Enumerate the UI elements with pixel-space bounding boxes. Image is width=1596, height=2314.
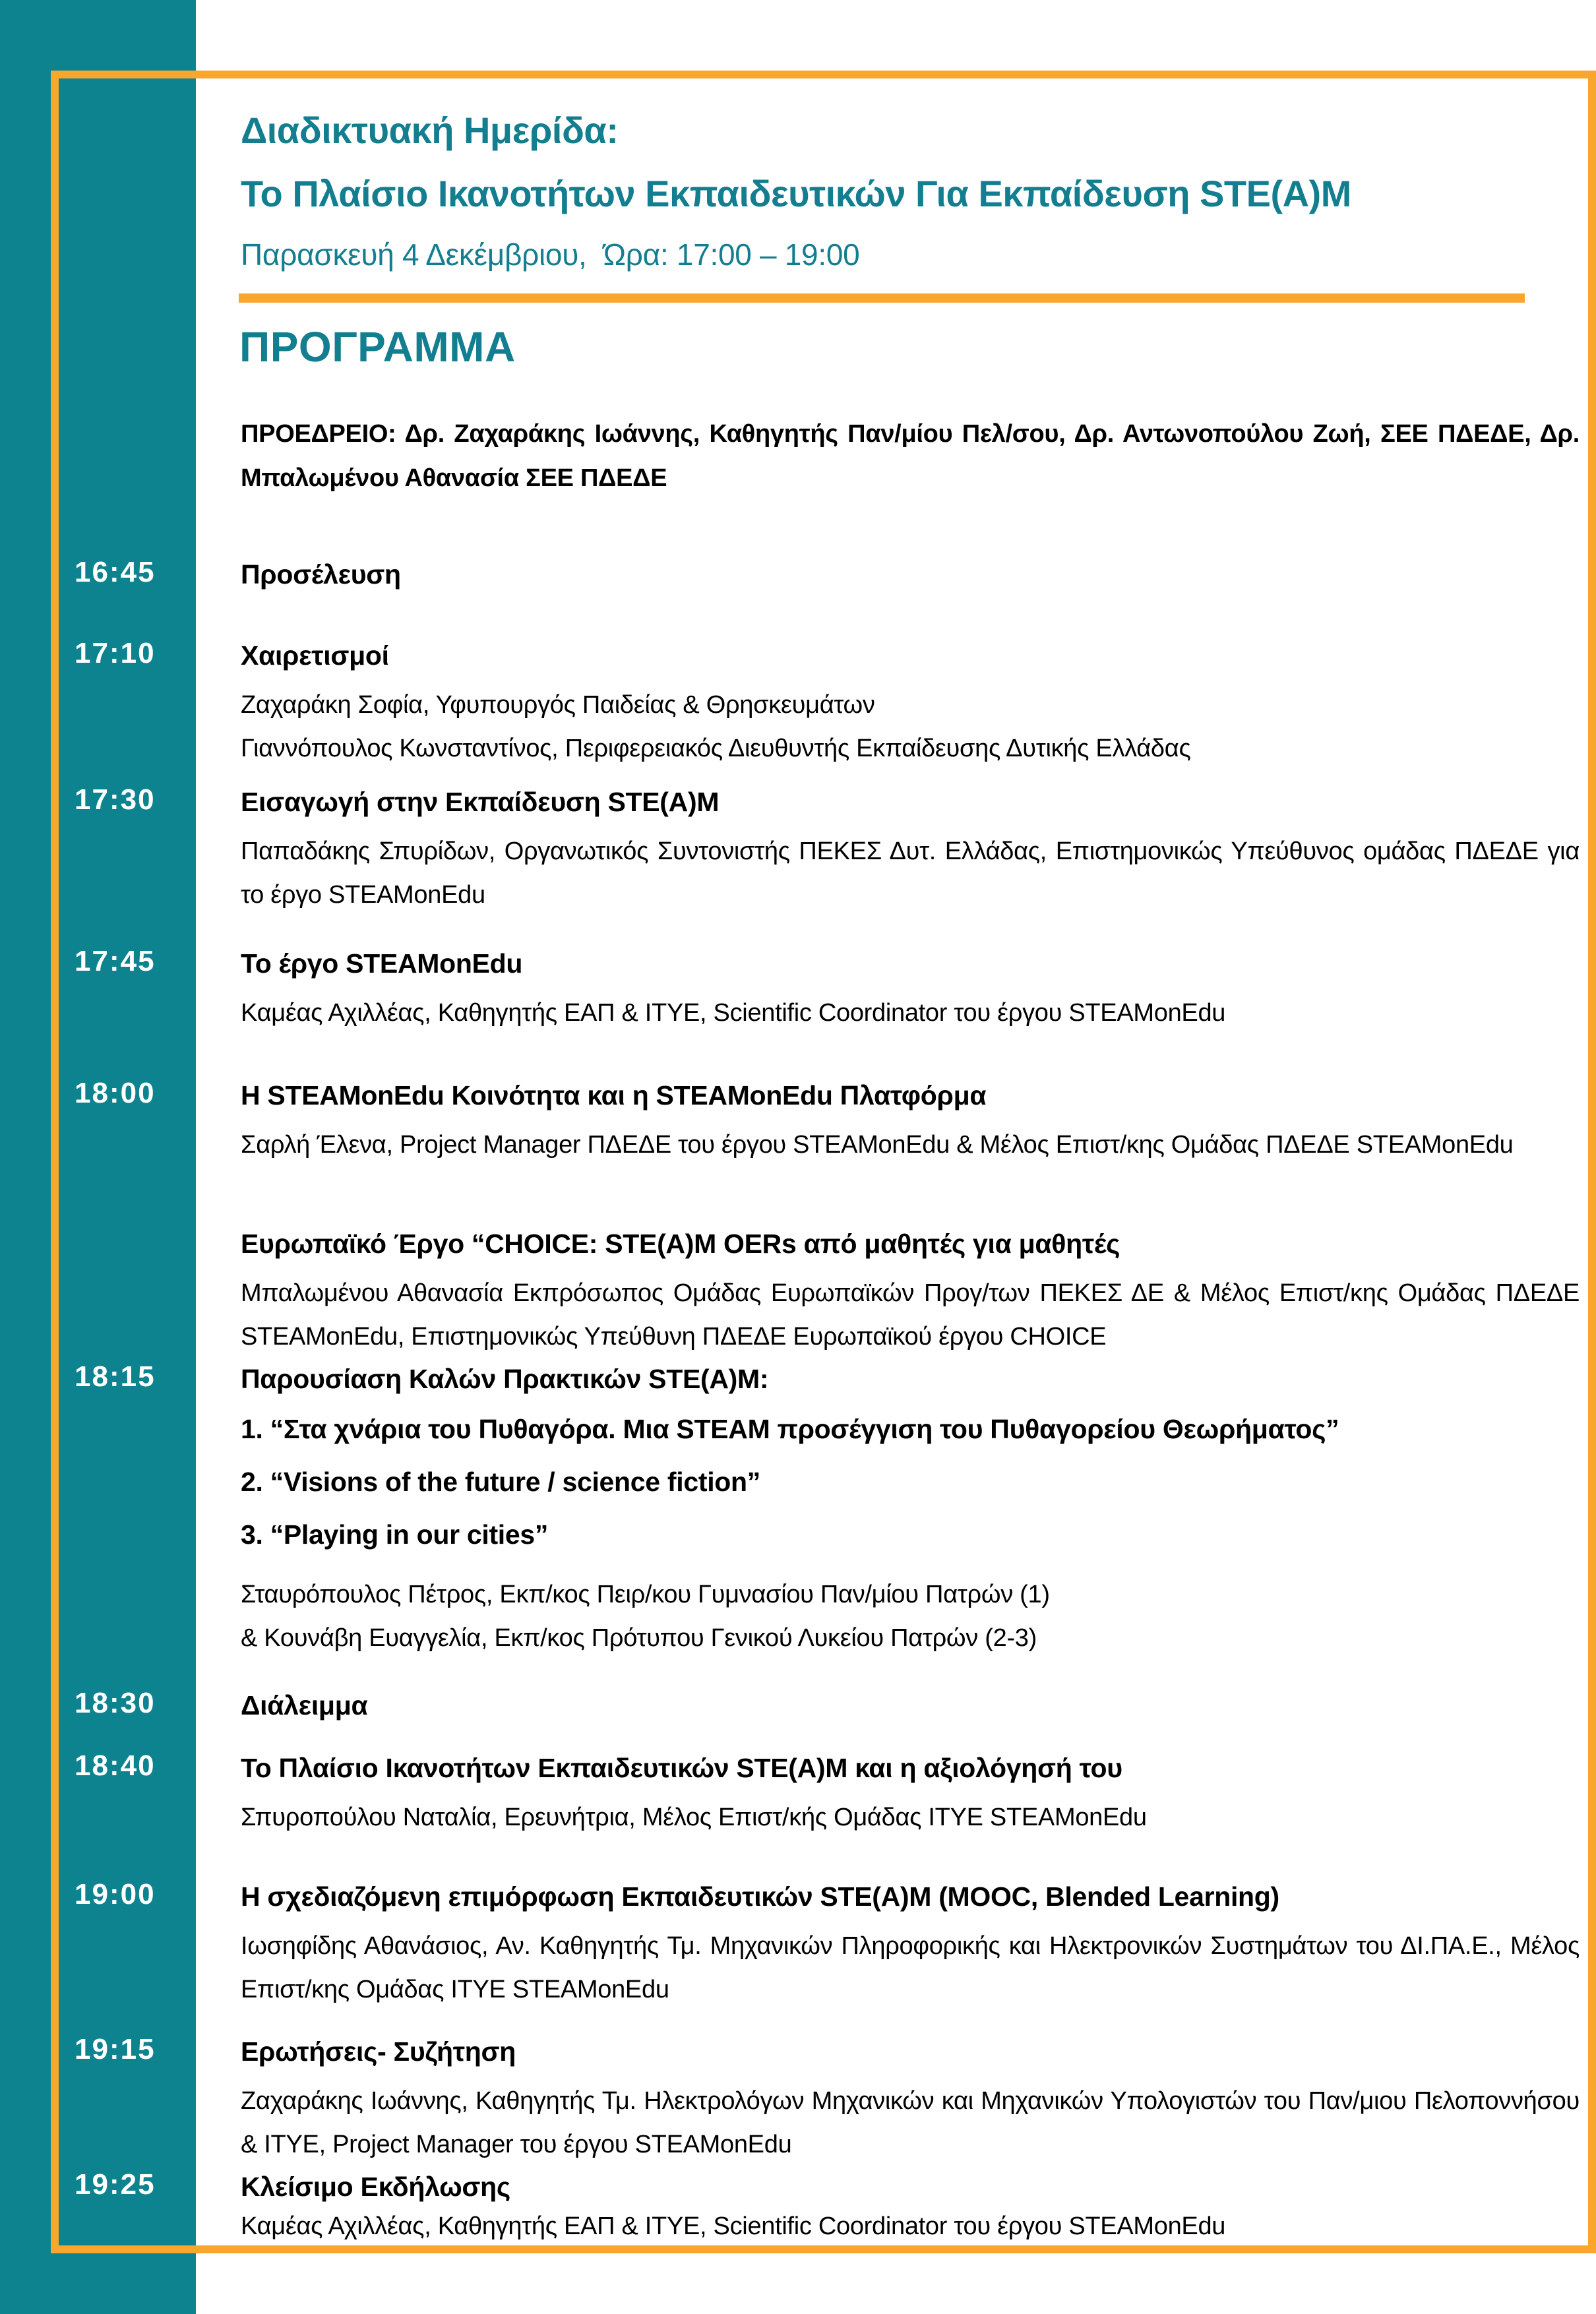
session-speakers: Καμέας Αχιλλέας, Καθηγητής ΕΑΠ & ΙΤΥΕ, Scientific Coordinator του έργου STEAMonEdu bbox=[241, 2212, 1226, 2240]
session-title: Διάλειμμα bbox=[241, 1690, 368, 1720]
session-title: Ερωτήσεις- Συζήτηση bbox=[241, 2036, 516, 2067]
orange-divider-rule bbox=[239, 293, 1525, 303]
practice-item-1: 1. “Στα χνάρια του Πυθαγόρα. Μια STEAM προσέγγιση του Πυθαγορείου Θεωρήματος” bbox=[241, 1414, 1339, 1444]
event-date-time: Παρασκευή 4 Δεκέμβριου, Ώρα: 17:00 – 19:00 bbox=[241, 237, 860, 272]
time-label: 17:45 bbox=[75, 945, 156, 977]
practice-item-2: 2. “Visions of the future / science fiction” bbox=[241, 1467, 760, 1497]
time-label: 17:30 bbox=[75, 783, 156, 816]
session-title: Ευρωπαϊκό Έργο “CHOICE: STE(A)M OERs από μαθητές για μαθητές bbox=[241, 1229, 1120, 1259]
session-title: Προσέλευση bbox=[241, 559, 401, 590]
session-speakers: Ζαχαράκης Ιωάννης, Καθηγητής Τμ. Ηλεκτρολόγων Μηχανικών και Μηχανικών Υπολογιστών του Παν/μιου Πελοποννήσου & ΙΤΥΕ, Project Manager του έργου STEAMonEdu bbox=[241, 2087, 1580, 2158]
chairs-paragraph: ΠΡΟΕΔΡΕΙΟ: Δρ. Ζαχαράκης Ιωάννης, Καθηγητής Παν/μίου Πελ/σου, Δρ. Αντωνοπούλου Ζωή, ΣΕΕ ΠΔΕΔΕ, Δρ. Μπαλωμένου Αθανασία ΣΕΕ ΠΔΕΔΕ bbox=[241, 420, 1580, 492]
session-title: Κλείσιμο Εκδήλωσης bbox=[241, 2172, 510, 2202]
time-label: 19:25 bbox=[75, 2168, 156, 2201]
time-label: 16:45 bbox=[75, 556, 156, 588]
session-speakers: Καμέας Αχιλλέας, Καθηγητής ΕΑΠ & ΙΤΥΕ, Scientific Coordinator του έργου STEAMonEdu bbox=[241, 999, 1226, 1027]
event-title-line1: Διαδικτυακή Ημερίδα: bbox=[241, 109, 619, 151]
session-content bbox=[241, 2170, 1580, 2245]
session-speakers: Παπαδάκης Σπυρίδων, Οργανωτικός Συντονιστής ΠΕΚΕΣ Δυτ. Ελλάδας, Επιστημονικώς Υπεύθυνος ομάδας ΠΔΕΔΕ για το έργο STEAMonEdu bbox=[241, 837, 1580, 909]
session-speakers: Σταυρόπουλος Πέτρος, Εκπ/κος Πειρ/κου Γυμνασίου Παν/μίου Πατρών (1) bbox=[241, 1581, 1050, 1608]
session-speakers: Σπυροπούλου Ναταλία, Ερευνήτρια, Μέλος Επιστ/κής Ομάδας ΙΤΥΕ STEAMonEdu bbox=[241, 1804, 1147, 1831]
session-content bbox=[241, 1362, 1580, 1660]
session-speakers: Γιαννόπουλος Κωνσταντίνος, Περιφερειακός Διευθυντής Εκπαίδευσης Δυτικής Ελλάδας bbox=[241, 735, 1191, 762]
session-title: Το Πλαίσιο Ικανοτήτων Εκπαιδευτικών STE(A)M και η αξιολόγησή του bbox=[241, 1753, 1122, 1783]
time-label: 17:10 bbox=[75, 637, 156, 669]
session-speakers: Μπαλωμένου Αθανασία Εκπρόσωπος Ομάδας Ευρωπαϊκών Προγ/των ΠΕΚΕΣ ΔΕ & Μέλος Επιστ/κης Ομάδας ΠΔΕΔΕ STEAMonEdu, Επιστημονικώς Υπεύθυνη ΠΔΕΔΕ Ευρωπαϊκού έργου CHOICE bbox=[241, 1279, 1580, 1351]
session-content bbox=[241, 2034, 1580, 2166]
session-speakers: Σαρλή Έλενα, Project Manager ΠΔΕΔΕ του έργου STEAMonEdu & Μέλος Επιστ/κης Ομάδας ΠΔΕΔΕ STEAMonEdu bbox=[241, 1131, 1514, 1159]
event-title-line2: Το Πλαίσιο Ικανοτήτων Εκπαιδευτικών Για Εκπαίδευση STE(A)M bbox=[241, 173, 1351, 214]
session-title: Χαιρετισμοί bbox=[241, 640, 389, 671]
time-label: 18:15 bbox=[75, 1360, 156, 1393]
session-title: Η STEAMonEdu Κοινότητα και η STEAMonEdu Πλατφόρμα bbox=[241, 1080, 987, 1111]
session-content bbox=[241, 946, 1580, 1035]
session-title: Εισαγωγή στην Εκπαίδευση STE(A)M bbox=[241, 787, 720, 817]
session-title: Παρουσίαση Καλών Πρακτικών STE(A)M: bbox=[241, 1364, 769, 1394]
session-speakers: Ιωσηφίδης Αθανάσιος, Αν. Καθηγητής Τμ. Μηχανικών Πληροφορικής και Ηλεκτρονικών Συστημάτων του ΔΙ.ΠΑ.Ε., Μέλος Επιστ/κης Ομάδας ΙΤΥΕ STEAMonEdu bbox=[241, 1932, 1580, 2003]
practice-item-3: 3. “Playing in our cities” bbox=[241, 1519, 549, 1550]
session-content bbox=[241, 638, 1580, 770]
session-content bbox=[241, 1879, 1580, 2011]
session-title: Το έργο STEAMonEdu bbox=[241, 948, 523, 979]
session-content bbox=[241, 1078, 1580, 1167]
time-label: 18:30 bbox=[75, 1687, 156, 1719]
session-title: Η σχεδιαζόμενη επιμόρφωση Εκπαιδευτικών STE(A)M (MOOC, Blended Learning) bbox=[241, 1881, 1279, 1912]
time-label: 18:00 bbox=[75, 1077, 156, 1109]
time-label: 19:00 bbox=[75, 1878, 156, 1910]
session-content bbox=[241, 1751, 1580, 1839]
session-content bbox=[241, 557, 1580, 602]
session-content bbox=[241, 785, 1580, 917]
time-label: 19:15 bbox=[75, 2033, 156, 2065]
time-label: 18:40 bbox=[75, 1750, 156, 1782]
event-header bbox=[241, 99, 1580, 274]
program-heading: ΠΡΟΓΡΑΜΜΑ bbox=[239, 323, 516, 371]
session-speakers: Ζαχαράκη Σοφία, Υφυπουργός Παιδείας & Θρησκευμάτων bbox=[241, 691, 875, 719]
session-speakers: & Κουνάβη Ευαγγελία, Εκπ/κος Πρότυπου Γενικού Λυκείου Πατρών (2-3) bbox=[241, 1624, 1037, 1652]
session-content bbox=[241, 1227, 1580, 1358]
session-content bbox=[241, 1688, 1580, 1733]
